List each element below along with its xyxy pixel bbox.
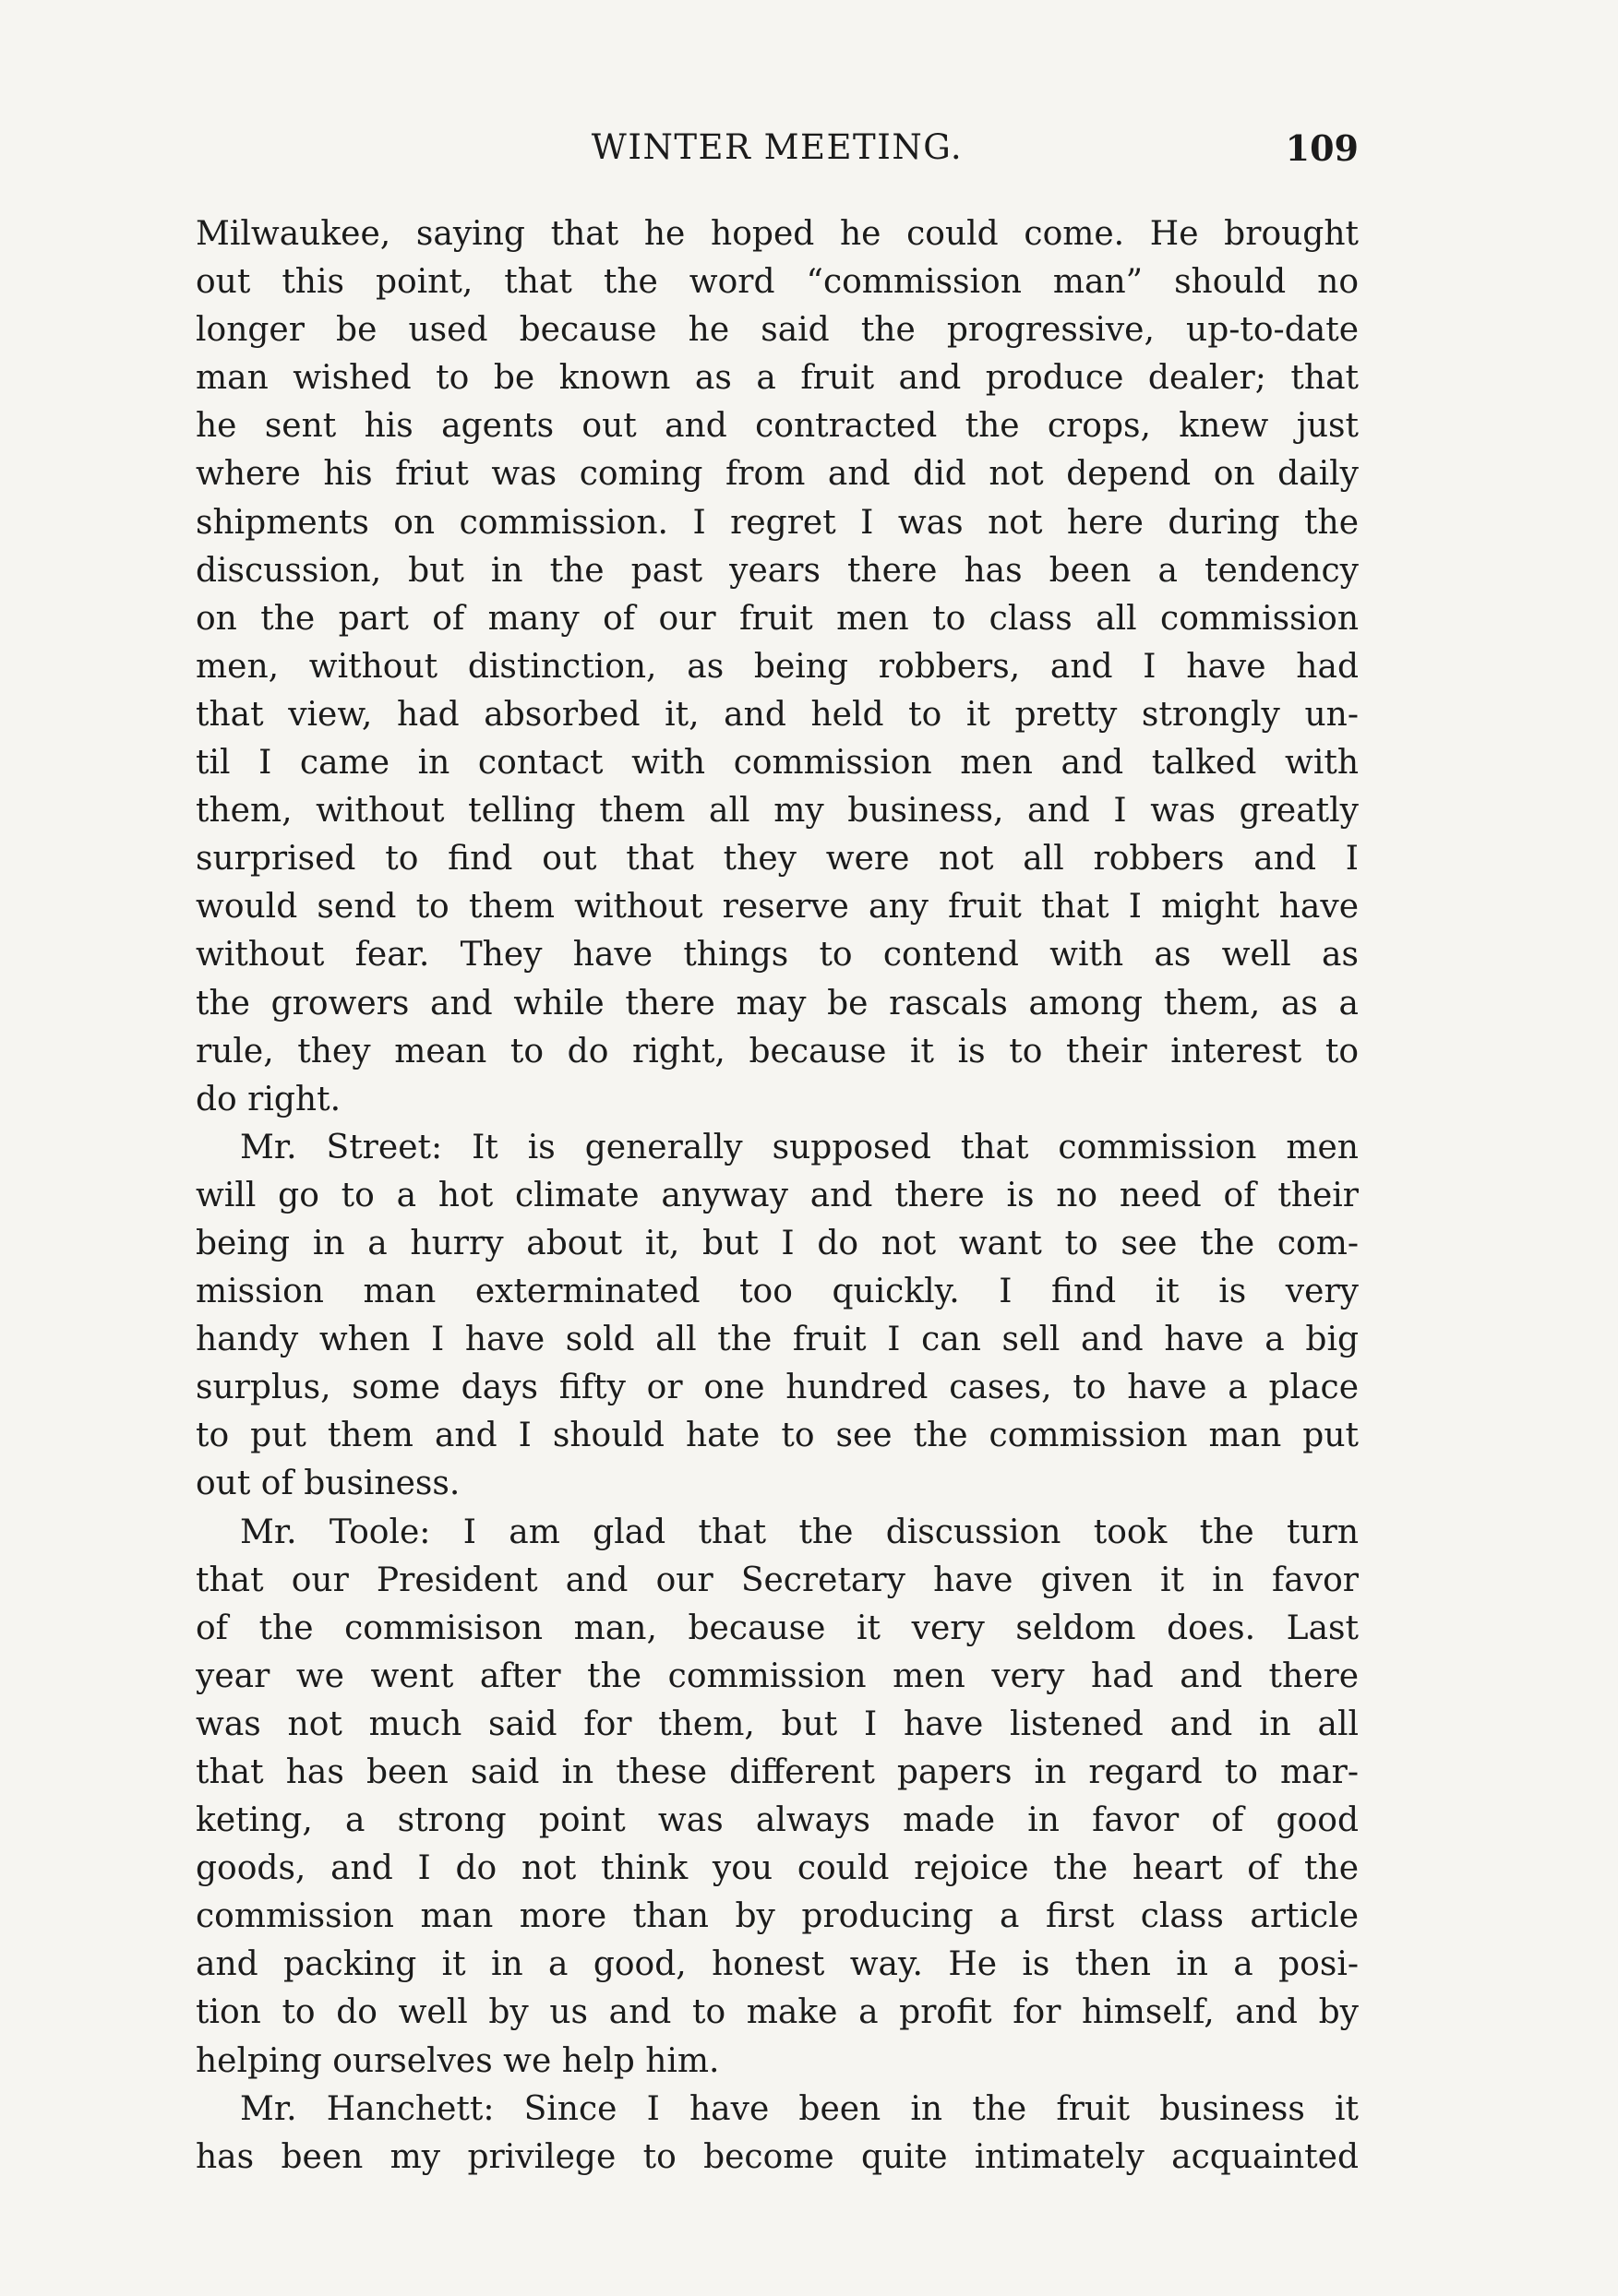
text-line: helping ourselves we help him. bbox=[196, 2041, 720, 2080]
text-line: of the commisison man, because it very seldom does. Last bbox=[196, 1608, 1359, 1647]
text-line: out this point, that the word “commission man” should no bbox=[196, 263, 1359, 302]
text-line: that view, had absorbed it, and held to it pretty strongly un- bbox=[196, 695, 1359, 734]
text-line: surplus, some days fifty or one hundred cases, to have a place bbox=[196, 1369, 1359, 1407]
text-line: being in a hurry about it, but I do not want to see the com- bbox=[196, 1224, 1359, 1262]
text-line: tion to do well by us and to make a profit for himself, and by bbox=[196, 1993, 1359, 2032]
text-line: will go to a hot climate anyway and there is no need of their bbox=[196, 1176, 1359, 1214]
text-line: year we went after the commission men very had and there bbox=[196, 1656, 1359, 1695]
text-line: commission man more than by producing a first class article bbox=[196, 1897, 1359, 1936]
text-line: has been my privilege to become quite intimately acquainted bbox=[196, 2137, 1359, 2176]
text-line: shipments on commission. I regret I was not here during the bbox=[196, 503, 1359, 542]
text-line: men, without distinction, as being robbers, and I have had bbox=[196, 647, 1359, 686]
text-line: out of business. bbox=[196, 1465, 461, 1503]
paragraph-start-toole: Mr. Toole: I am glad that the discussion took the turn bbox=[240, 1513, 1359, 1551]
text-line: man wished to be known as a fruit and produce dealer; that bbox=[196, 359, 1359, 398]
text-line: was not much said for them, but I have listened and in all bbox=[196, 1704, 1359, 1743]
text-line: without fear. They have things to contend with as well as bbox=[196, 936, 1359, 975]
text-line: discussion, but in the past years there has been a tendency bbox=[196, 551, 1359, 590]
text-line: on the part of many of our fruit men to class all commission bbox=[196, 599, 1359, 638]
running-head: WINTER MEETING. bbox=[591, 127, 964, 167]
text-line: handy when I have sold all the fruit I can sell and have a big bbox=[196, 1321, 1359, 1359]
text-line: the growers and while there may be rascals among them, as a bbox=[196, 984, 1359, 1022]
text-line: longer be used because he said the progressive, up-to-date bbox=[196, 311, 1359, 350]
text-line: goods, and I do not think you could rejoice the heart of the bbox=[196, 1849, 1359, 1888]
paragraph-start-street: Mr. Street: It is generally supposed that commission men bbox=[240, 1128, 1359, 1166]
text-line: til I came in contact with commission men and talked with bbox=[196, 744, 1359, 783]
text-line: that has been said in these different papers in regard to mar- bbox=[196, 1753, 1359, 1791]
page-number: 109 bbox=[1285, 127, 1359, 169]
text-line: them, without telling them all my business, and I was greatly bbox=[196, 792, 1359, 831]
text-line: keting, a strong point was always made in favor of good bbox=[196, 1801, 1359, 1840]
text-line: Milwaukee, saying that he hoped he could come. He brought bbox=[196, 215, 1359, 253]
text-line: that our President and our Secretary have given it in favor bbox=[196, 1561, 1359, 1599]
page-header bbox=[196, 127, 1359, 183]
body-text bbox=[196, 210, 1359, 2182]
text-line: and packing it in a good, honest way. He is then in a posi- bbox=[196, 1945, 1359, 1984]
text-line: where his friut was coming from and did not depend on daily bbox=[196, 455, 1359, 494]
text-line: do right. bbox=[196, 1080, 342, 1118]
text-line: to put them and I should hate to see the commission man put bbox=[196, 1417, 1359, 1455]
text-line: he sent his agents out and contracted the crops, knew just bbox=[196, 407, 1359, 446]
text-line: would send to them without reserve any fruit that I might have bbox=[196, 888, 1359, 927]
paragraph-start-hanchett: Mr. Hanchett: Since I have been in the fruit business it bbox=[240, 2089, 1359, 2128]
text-line: surprised to find out that they were not all robbers and I bbox=[196, 840, 1359, 879]
text-line: rule, they mean to do right, because it is to their interest to bbox=[196, 1032, 1359, 1070]
text-line: mission man exterminated too quickly. I find it is very bbox=[196, 1273, 1359, 1311]
